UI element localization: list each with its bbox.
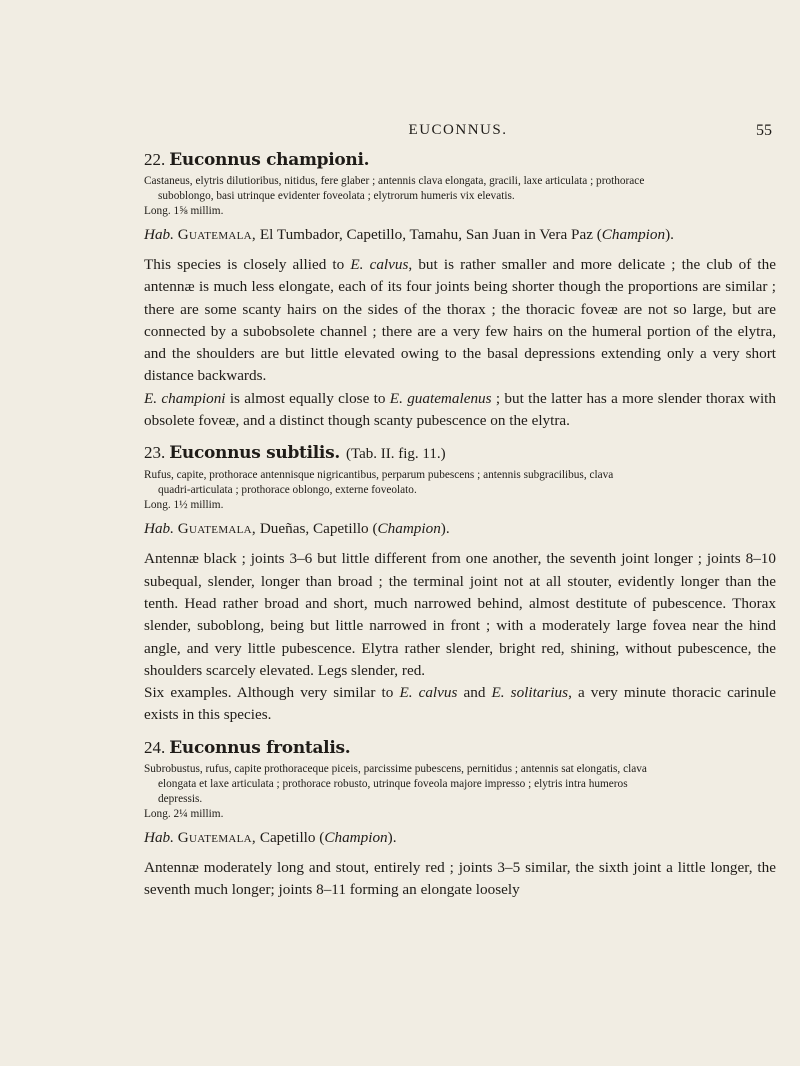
habitat-label: Hab.: [144, 520, 174, 538]
collector-name: Champion: [324, 828, 388, 846]
species-entry: [144, 150, 776, 432]
description-paragraph: [144, 857, 776, 902]
habitat-country: Guatemala,: [177, 226, 257, 243]
running-head: [144, 122, 772, 142]
text-run: , but is rather smaller and more delicate ; the club of the antennæ is much less elongate, each of its four joints being shorter though the proportions are similar ; there are some scanty hairs on the sides of the thorax ; the thoracic foveæ are not so large, but are connected by a subobsolete channel ; there are a very few hairs on the humeral portion of the elytra, and the shoulders are but little elevated owing to the basal depressions extending only a very short distance backwards.: [144, 256, 776, 385]
species-citation: E. calvus: [350, 256, 409, 273]
species-entry: [144, 738, 776, 902]
species-number: 22.: [144, 150, 166, 169]
length-measure: Long. 1½ millim.: [144, 499, 224, 512]
text-run: This species is closely allied to: [144, 256, 351, 273]
habitat: Hab. Guatemala, El Tumbador, Capetillo, Tamahu, San Juan in Vera Paz (Champion).: [144, 226, 674, 243]
latin-line: Castaneus, elytris dilutioribus, nitidus, fere glaber ; antennis clava elongata, gracili, laxe articulata ; prothorace: [144, 175, 645, 187]
habitat-label: Hab.: [144, 828, 174, 846]
latin-line: elongata et laxe articulata ; prothorace robusto, utrinque foveola majore impresso ; elytris intra humeros: [158, 777, 628, 790]
collector-name: Champion: [601, 226, 666, 243]
text-run: , a very minute thoracic carinule exists in this species.: [144, 684, 777, 724]
text-run: is almost equally close to: [225, 389, 390, 407]
text-run: ; but the latter has a more slender thorax with obsolete foveæ, and a distinct though scanty pubescence on the elytra.: [144, 389, 776, 430]
habitat-country: Guatemala,: [177, 828, 257, 846]
latin-line: Rufus, capite, prothorace antennisque nigricantibus, perparum pubescens ; antennis subgracilibus, clava: [144, 469, 614, 482]
page-body: [144, 150, 776, 912]
species-number: 24.: [144, 737, 166, 757]
latin-diagnosis: [144, 468, 776, 498]
latin-diagnosis: [144, 762, 776, 807]
species-heading: [144, 443, 776, 464]
species-citation: E. solitarius: [491, 684, 569, 702]
latin-diagnosis: [144, 174, 776, 204]
description-paragraph: [144, 682, 776, 727]
text-run: Antennæ moderately long and stout, entirely red ; joints 3–5 similar, the sixth joint a little longer, the seventh much longer; joints 8–11 forming an elongate loosely: [144, 858, 776, 899]
text-run: and: [457, 684, 492, 702]
description-paragraph: [144, 254, 776, 388]
habitat: Hab. Guatemala, Capetillo (Champion).: [144, 828, 397, 846]
description-paragraph: [144, 388, 776, 433]
latin-line: suboblongo, basi utrinque evidenter foveolata ; elytrorum humeris vix elevatis.: [158, 190, 515, 202]
habitat-localities: Dueñas, Capetillo: [259, 520, 369, 538]
species-citation: E. guatemalenus: [389, 389, 492, 407]
habitat-localities: El Tumbador, Capetillo, Tamahu, San Juan in Vera Paz: [259, 226, 593, 243]
species-number: 23.: [144, 443, 166, 463]
text-run: Antennæ black ; joints 3–6 but little different from one another, the seventh joint longer ; joints 8–10 subequal, slender, longer than broad ; the terminal joint not at all stouter, evidently longer than the tenth. Head rather broad and short, much narrowed behind, almost destitute of pubescence. Thorax slender, suboblong, being but little narrowed in front ; with a moderately large fovea near the hind angle, and very little pubescence. Elytra rather slender, bright red, shining, without pubescence, the shoulders scarcely elevated. Legs slender, red.: [144, 550, 776, 679]
length-measure: Long. 1⅝ millim.: [144, 205, 224, 217]
latin-line: depressis.: [158, 792, 203, 805]
plate-reference: (Tab. II. fig. 11.): [345, 446, 446, 463]
habitat-label: Hab.: [144, 226, 174, 243]
habitat: Hab. Guatemala, Dueñas, Capetillo (Champion).: [144, 520, 450, 538]
latin-line: Subrobustus, rufus, capite prothoraceque piceis, parcissime pubescens, pernitidus ; antennis sat elongatis, clava: [144, 762, 647, 775]
page-number: 55: [756, 122, 772, 139]
species-citation: E. championi: [144, 389, 226, 407]
description-paragraph: [144, 548, 776, 682]
species-name: Euconnus subtilis.: [169, 443, 340, 464]
species-entry: [144, 443, 776, 726]
species-citation: E. calvus: [399, 684, 458, 702]
habitat-localities: Capetillo: [259, 828, 316, 846]
collector-name: Champion: [377, 520, 441, 538]
length-measure: Long. 2¼ millim.: [144, 807, 224, 820]
species-name: Euconnus frontalis.: [169, 737, 351, 758]
latin-line: quadri-articulata ; prothorace oblongo, externe foveolato.: [158, 484, 417, 497]
habitat-country: Guatemala,: [177, 520, 257, 538]
text-run: Six examples. Although very similar to: [144, 684, 400, 702]
species-heading: [144, 738, 776, 758]
species-heading: [144, 150, 776, 170]
species-name: Euconnus championi.: [169, 150, 370, 170]
running-title: EUCONNUS.: [408, 122, 508, 138]
